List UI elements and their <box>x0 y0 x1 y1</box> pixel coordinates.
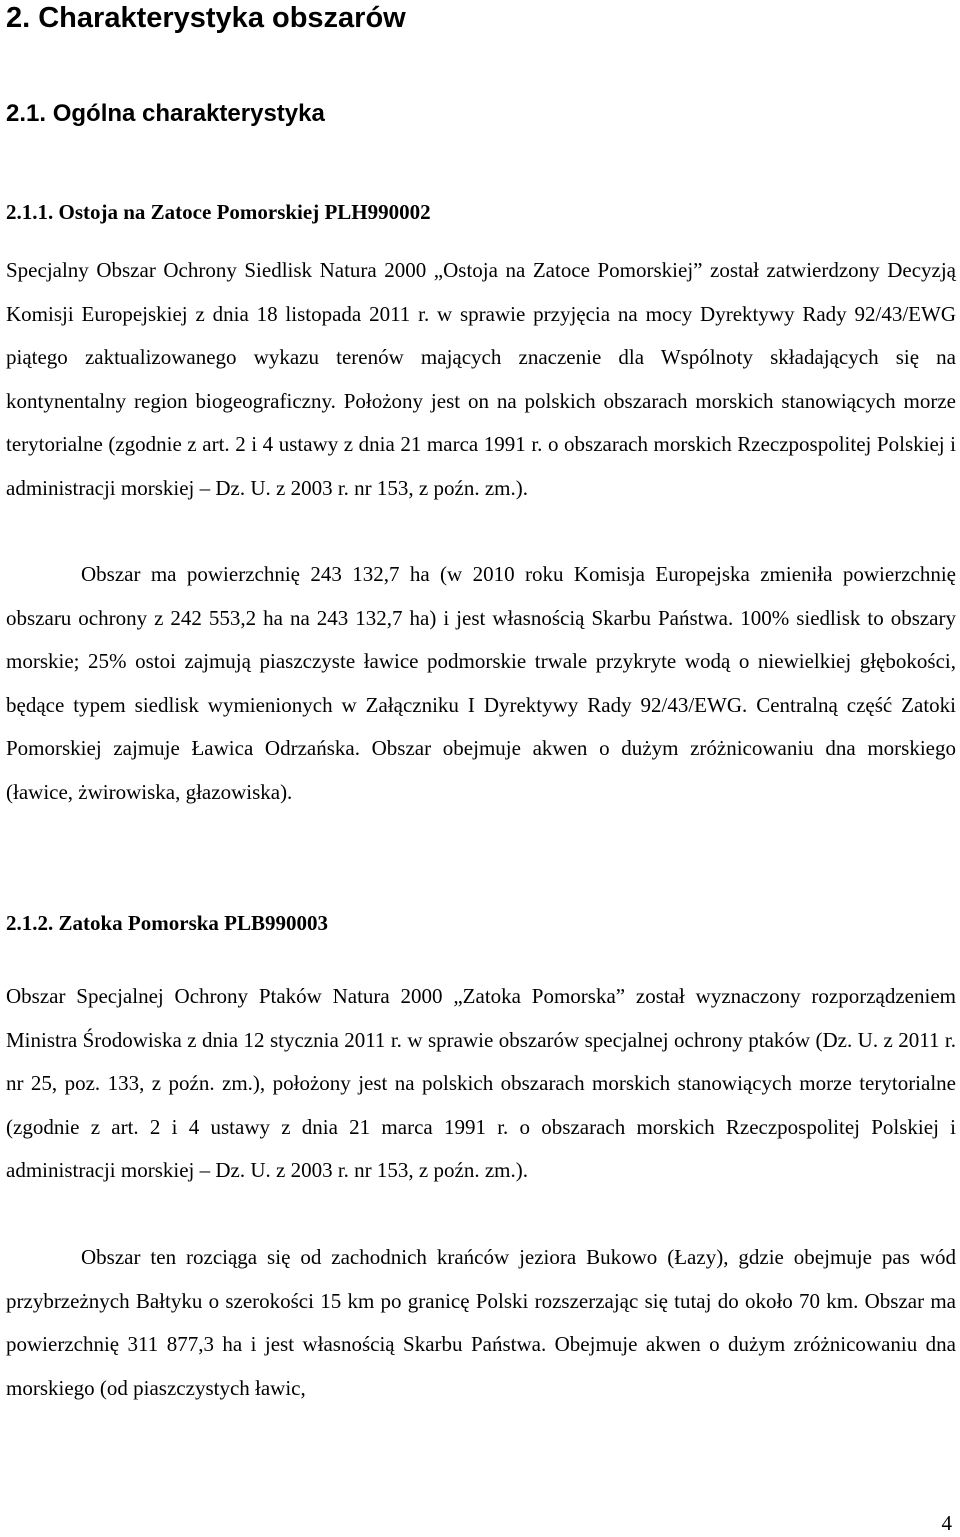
page-number: 4 <box>941 1511 952 1535</box>
paragraph: Obszar ma powierzchnię 243 132,7 ha (w 2010 roku Komisja Europejska zmieniła powierzchnię obszaru ochrony z 242 553,2 ha na 243 132,7 ha) i jest własnością Skarbu Państwa. 100% siedlisk to obszary morskie; 25% ostoi zajmują piaszczyste ławice podmorskie trwale przykryte wodą o niewielkiej głębokości, będące typem siedlisk wymienionych w Załączniku I Dyrektywy Rady 92/43/EWG. Centralną część Zatoki Pomorskiej zajmuje Ławica Odrzańska. Obszar obejmuje akwen o dużym zróżnicowaniu dna morskiego (ławice, żwirowiska, głazowiska). <box>6 562 956 804</box>
subsection-heading-plb990003: 2.1.2. Zatoka Pomorska PLB990003 <box>6 911 329 935</box>
subsection-heading-plh990002: 2.1.1. Ostoja na Zatoce Pomorskiej PLH990002 <box>6 200 431 224</box>
paragraph: Obszar ten rozciąga się od zachodnich krańców jeziora Bukowo (Łazy), gdzie obejmuje pas wód przybrzeżnych Bałtyku o szerokości 15 km po granicę Polski rozszerzając się tutaj do około 70 km. Obszar ma powierzchnię 311 877,3 ha i jest własnością Skarbu Państwa. Obejmuje akwen o dużym zróżnicowaniu dna morskiego (od piaszczystych ławic, <box>6 1245 956 1400</box>
paragraph: Obszar Specjalnej Ochrony Ptaków Natura 2000 „Zatoka Pomorska” został wyznaczony rozporządzeniem Ministra Środowiska z dnia 12 stycznia 2011 r. w sprawie obszarów specjalnej ochrony ptaków (Dz. U. z 2011 r. nr 25, poz. 133, z poźn. zm.), położony jest na polskich obszarach morskich stanowiących morze terytorialne (zgodnie z art. 2 i 4 ustawy z dnia 21 marca 1991 r. o obszarach morskich Rzeczpospolitej Polskiej i administracji morskiej – Dz. U. z 2003 r. nr 153, z poźn. zm.). <box>6 984 956 1183</box>
chapter-heading: 2. Charakterystyka obszarów <box>6 2 406 34</box>
document-page <box>6 0 956 1537</box>
section-heading: 2.1. Ogólna charakterystyka <box>6 100 325 127</box>
paragraph: Specjalny Obszar Ochrony Siedlisk Natura 2000 „Ostoja na Zatoce Pomorskiej” został zatwierdzony Decyzją Komisji Europejskiej z dnia 18 listopada 2011 r. w sprawie przyjęcia na mocy Dyrektywy Rady 92/43/EWG piątego zaktualizowanego wykazu terenów mających znaczenie dla Wspólnoty składających się na kontynentalny region biogeograficzny. Położony jest on na polskich obszarach morskich stanowiących morze terytorialne (zgodnie z art. 2 i 4 ustawy z dnia 21 marca 1991 r. o obszarach morskich Rzeczpospolitej Polskiej i administracji morskiej – Dz. U. z 2003 r. nr 153, z poźn. zm.). <box>6 258 956 500</box>
